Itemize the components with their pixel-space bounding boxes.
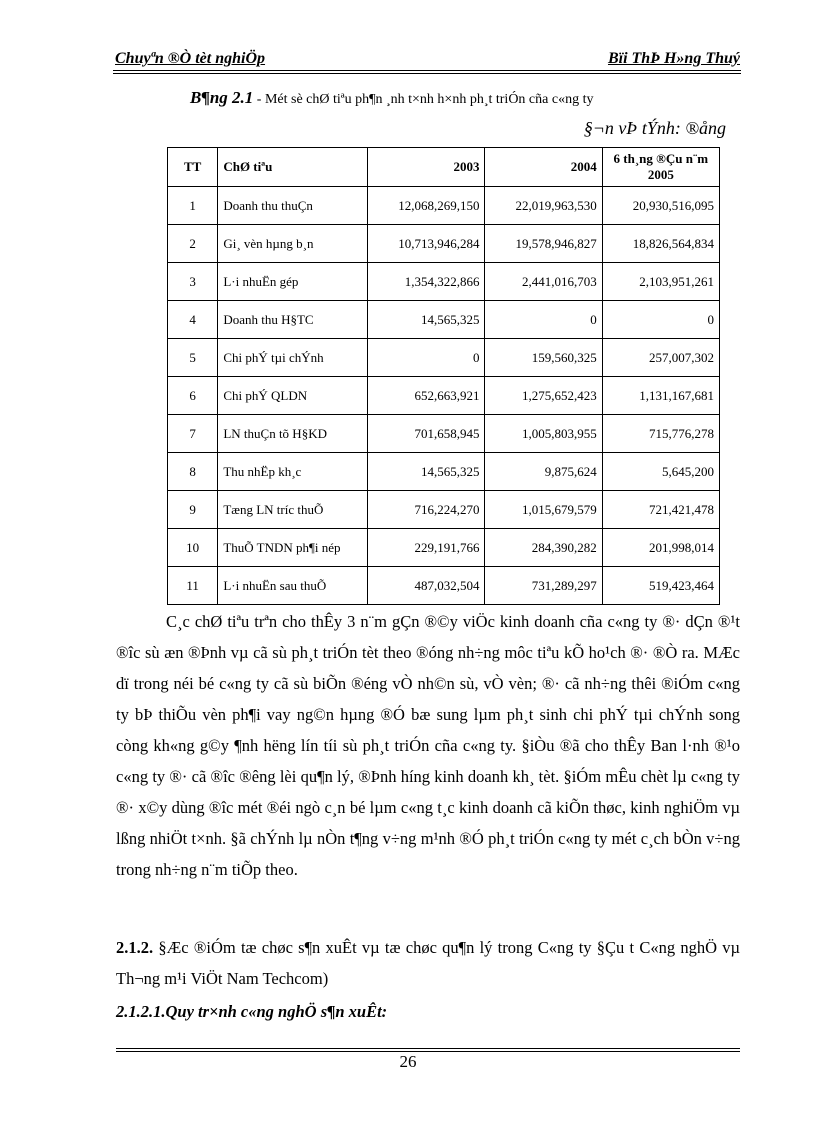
paragraph-text: C¸c chØ tiªu trªn cho thÊy 3 n¨m gÇn ®©y viÖc kinh doanh cña c«ng ty ®· dÇn ®¹t ®îc sù æn ®Þnh vµ cã sù ph¸t triÓn tèt theo ®óng nh÷ng môc tiªu kÕ ho¹ch ®· ®Ò ra. MÆc dï trong néi bé c«ng ty cã sù biÕn ®éng vÒ nh©n sù, vÒ vèn; ®· cã nh÷ng thêi ®iÓm c«ng ty bÞ thiÕu vèn ph¶i vay ng©n hµng ®Ó bæ sung lµm ph¸t sinh chi phÝ tµi chÝnh song còng kh«ng g©y ¶nh hëng lín tíi sù ph¸t triÓn cña c«ng ty. §iÒu ®ã cho thÊy Ban l·nh ®¹o c«ng ty ®· cã ®îc ®êng lèi qu¶n lý, ®Þnh híng kinh doanh kh¸ tèt. §iÓm mÊu chèt lµ c«ng ty ®· x©y dùng ®îc mét ®éi ngò c¸n bé lµm c«ng t¸c kinh doanh cã kiÕn thøc, kinh nghiÖm vµ lßng nhiÖt t×nh. §ã chÝnh lµ nÒn t¶ng v÷ng m¹nh ®Ó ph¸t triÓn c«ng ty mét c¸ch bÒn v÷ng trong nh÷ng n¨m tiÕp theo.: [116, 612, 740, 879]
cell-2003: 701,658,945: [368, 415, 485, 453]
table-row: [168, 567, 720, 605]
cell-tt: 1: [168, 187, 218, 225]
cell-2004: 9,875,624: [485, 453, 602, 491]
page-number: 26: [399, 1052, 417, 1071]
cell-2003: 652,663,921: [368, 377, 485, 415]
cell-2004: 1,005,803,955: [485, 415, 602, 453]
cell-tt: 5: [168, 339, 218, 377]
table-row: [168, 225, 720, 263]
cell-tt: 7: [168, 415, 218, 453]
cell-2005: 721,421,478: [602, 491, 719, 529]
cell-2005: 5,645,200: [602, 453, 719, 491]
table-caption-text: - Mét sè chØ tiªu ph¶n ¸nh t×nh h×nh ph¸t triÓn cña c«ng ty: [253, 92, 594, 107]
table-row: [168, 415, 720, 453]
cell-indicator: Tæng LN tríc thuÕ: [218, 491, 368, 529]
table-row: [168, 301, 720, 339]
cell-2004: 19,578,946,827: [485, 225, 602, 263]
table-caption: [190, 88, 593, 108]
table-header-row: [168, 148, 720, 187]
header-left: Chuyªn ®Ò tèt nghiÖp: [115, 50, 266, 67]
cell-indicator: Chi phÝ QLDN: [218, 377, 368, 415]
header-right: Bïi ThÞ H»ng Thuý: [607, 50, 740, 67]
section-heading: [116, 932, 740, 994]
section-text: §Æc ®iÓm tæ chøc s¶n xuÊt vµ tæ chøc qu¶n lý trong C«ng ty §Çu t C«ng nghÖ vµ Th¬ng m¹i ViÖt Nam Techcom): [116, 938, 740, 988]
cell-2004: 159,560,325: [485, 339, 602, 377]
cell-2003: 716,224,270: [368, 491, 485, 529]
cell-indicator: LN thuÇn tõ H§KD: [218, 415, 368, 453]
cell-2004: 1,015,679,579: [485, 491, 602, 529]
cell-2003: 0: [368, 339, 485, 377]
cell-2005: 519,423,464: [602, 567, 719, 605]
cell-tt: 9: [168, 491, 218, 529]
indicator-table: [167, 147, 720, 605]
cell-tt: 3: [168, 263, 218, 301]
cell-2003: 10,713,946,284: [368, 225, 485, 263]
header-tt: TT: [168, 148, 218, 187]
cell-2004: 731,289,297: [485, 567, 602, 605]
cell-2005: 20,930,516,095: [602, 187, 719, 225]
cell-indicator: Chi phÝ tµi chÝnh: [218, 339, 368, 377]
cell-2005: 0: [602, 301, 719, 339]
cell-tt: 8: [168, 453, 218, 491]
cell-2004: 2,441,016,703: [485, 263, 602, 301]
cell-2005: 2,103,951,261: [602, 263, 719, 301]
cell-2003: 229,191,766: [368, 529, 485, 567]
cell-2003: 14,565,325: [368, 301, 485, 339]
body-paragraph: [116, 606, 740, 885]
cell-2005: 18,826,564,834: [602, 225, 719, 263]
cell-2005: 715,776,278: [602, 415, 719, 453]
cell-tt: 6: [168, 377, 218, 415]
table-row: [168, 263, 720, 301]
table-row: [168, 377, 720, 415]
table-caption-label: B¶ng 2.1: [190, 88, 254, 107]
cell-2005: 1,131,167,681: [602, 377, 719, 415]
cell-2005: 201,998,014: [602, 529, 719, 567]
header-rule: [113, 70, 741, 74]
cell-2004: 0: [485, 301, 602, 339]
cell-indicator: Thu nhËp kh¸c: [218, 453, 368, 491]
cell-tt: 11: [168, 567, 218, 605]
cell-tt: 2: [168, 225, 218, 263]
header-2003: 2003: [368, 148, 485, 187]
header-2004: 2004: [485, 148, 602, 187]
cell-2003: 487,032,504: [368, 567, 485, 605]
cell-indicator: L·i nhuËn sau thuÕ: [218, 567, 368, 605]
table-row: [168, 453, 720, 491]
subsection-heading: 2.1.2.1.Quy tr×nh c«ng nghÖ s¶n xuÊt:: [116, 1002, 388, 1021]
table-row: [168, 529, 720, 567]
cell-indicator: Doanh thu H§TC: [218, 301, 368, 339]
cell-tt: 4: [168, 301, 218, 339]
header-2005: 6 th¸ng ®Çu n¨m 2005: [602, 148, 719, 187]
cell-2003: 12,068,269,150: [368, 187, 485, 225]
cell-2003: 1,354,322,866: [368, 263, 485, 301]
cell-indicator: Gi¸ vèn hµng b¸n: [218, 225, 368, 263]
cell-2003: 14,565,325: [368, 453, 485, 491]
table-row: [168, 491, 720, 529]
cell-2005: 257,007,302: [602, 339, 719, 377]
section-number: 2.1.2.: [116, 938, 154, 957]
unit-note: §¬n vÞ tÝnh: ®ång: [583, 118, 726, 138]
cell-indicator: L·i nhuËn gép: [218, 263, 368, 301]
table-row: [168, 339, 720, 377]
header-indicator: ChØ tiªu: [218, 148, 368, 187]
cell-2004: 1,275,652,423: [485, 377, 602, 415]
cell-indicator: ThuÕ TNDN ph¶i nép: [218, 529, 368, 567]
cell-2004: 284,390,282: [485, 529, 602, 567]
table-row: [168, 187, 720, 225]
cell-2004: 22,019,963,530: [485, 187, 602, 225]
cell-indicator: Doanh thu thuÇn: [218, 187, 368, 225]
cell-tt: 10: [168, 529, 218, 567]
